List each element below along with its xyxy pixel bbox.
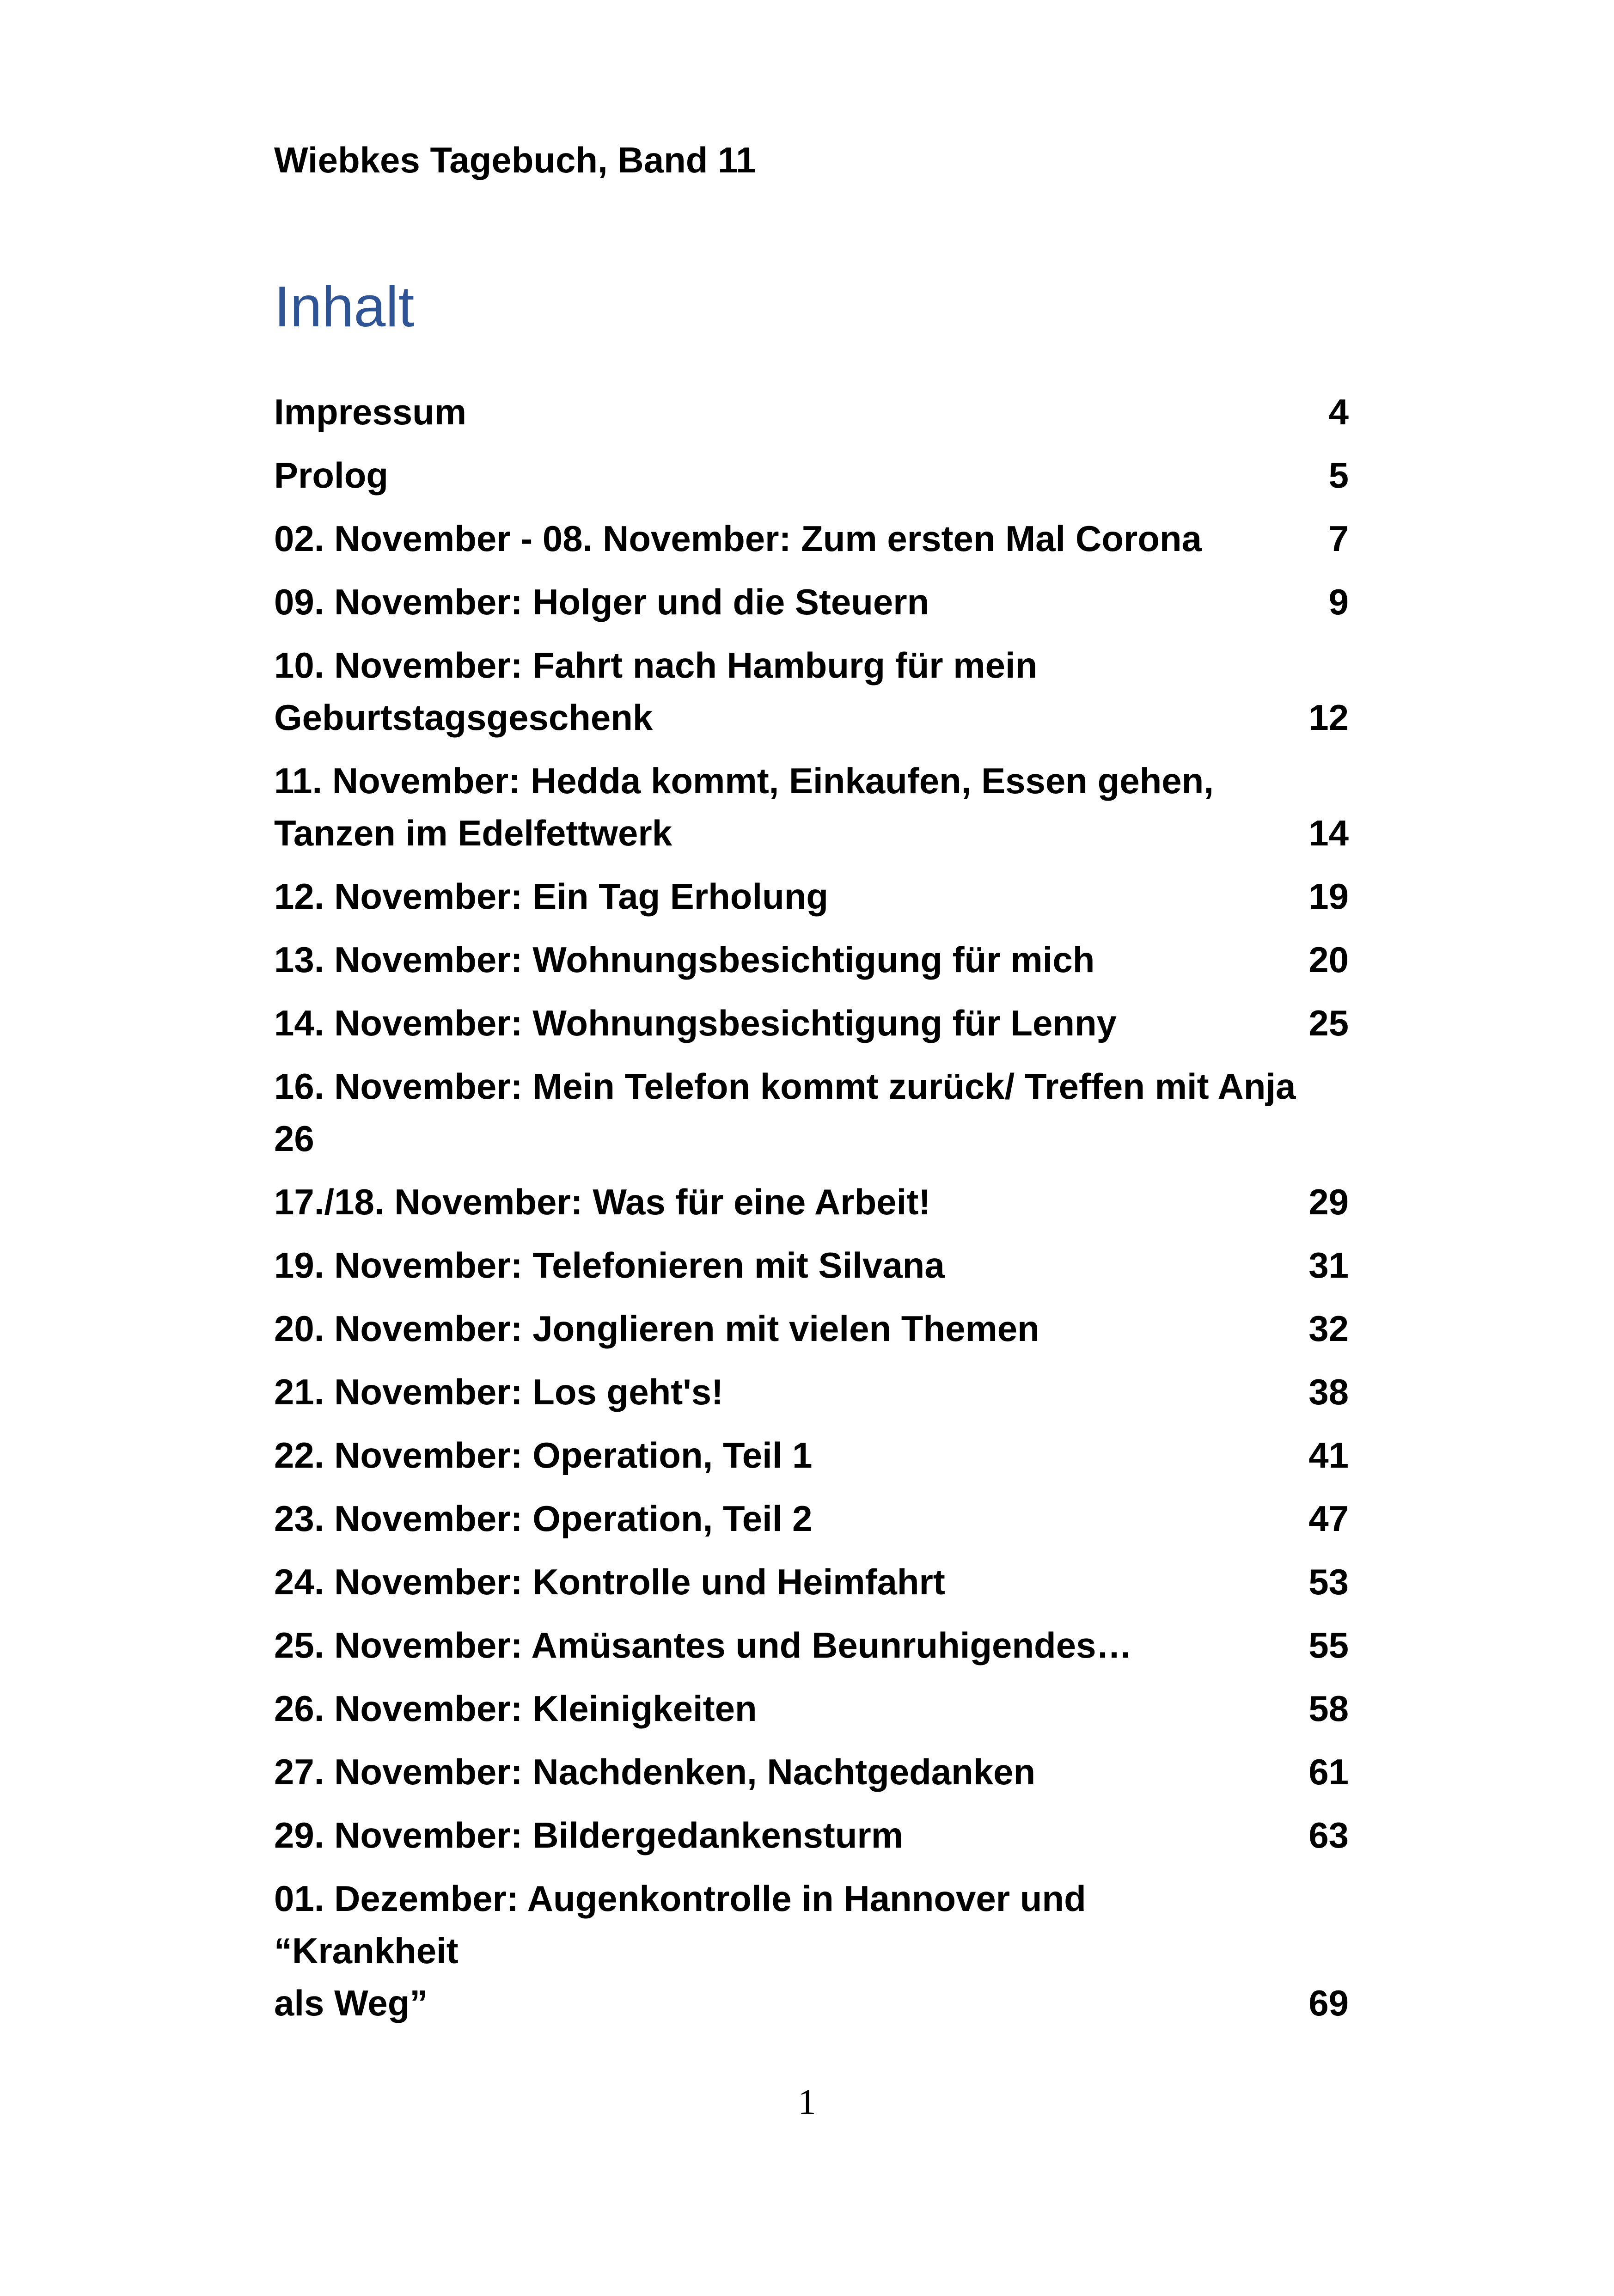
toc-entry[interactable] — [274, 1746, 1349, 1809]
toc-entry-page: 5 — [1328, 455, 1349, 496]
toc-entry-title: 10. November: Fahrt nach Hamburg für mein Geburtstagsgeschenk — [274, 645, 1038, 738]
toc-entry-title: 11. November: Hedda kommt, Einkaufen, Essen gehen, Tanzen im Edelfettwerk — [274, 760, 1214, 853]
toc-entry[interactable] — [274, 1619, 1349, 1683]
toc-entry-page: 25 — [1308, 1003, 1349, 1043]
toc-entry-title: 17./18. November: Was für eine Arbeit! — [274, 1182, 931, 1222]
toc-entry-title: 22. November: Operation, Teil 1 — [274, 1435, 813, 1476]
toc-entry-title: 24. November: Kontrolle und Heimfahrt — [274, 1561, 945, 1602]
toc-entry[interactable] — [274, 1303, 1349, 1366]
toc-entry-title: 16. November: Mein Telefon kommt zurück/ Treffen mit Anja — [274, 1066, 1296, 1107]
toc-entry[interactable] — [274, 1176, 1349, 1239]
toc-entry[interactable] — [274, 755, 1349, 870]
toc-entry[interactable] — [274, 1429, 1349, 1493]
toc-entry-title: 27. November: Nachdenken, Nachtgedanken — [274, 1751, 1036, 1792]
toc-entry-page: 55 — [1308, 1625, 1349, 1665]
toc-entry-page: 69 — [1308, 1983, 1349, 2023]
toc-entry-title: 26. November: Kleinigkeiten — [274, 1688, 757, 1729]
toc-entry-page: 29 — [1308, 1182, 1349, 1222]
toc-entry-title: 09. November: Holger und die Steuern — [274, 582, 929, 622]
toc-entry-page: 61 — [1308, 1751, 1349, 1792]
toc-entry[interactable] — [274, 1493, 1349, 1556]
toc-entry-page: 14 — [1308, 813, 1349, 853]
toc-entry-page: 47 — [1308, 1498, 1349, 1539]
toc-entry[interactable] — [274, 576, 1349, 639]
toc-entry-page: 12 — [1308, 697, 1349, 738]
toc-entry[interactable] — [274, 513, 1349, 576]
toc-entry-title: Impressum — [274, 392, 467, 432]
toc-entry[interactable] — [274, 870, 1349, 934]
toc-entry[interactable] — [274, 386, 1349, 449]
toc-entry-page: 58 — [1308, 1688, 1349, 1729]
toc-entry-title: 19. November: Telefonieren mit Silvana — [274, 1245, 945, 1286]
toc-entry-title: Prolog — [274, 455, 388, 496]
toc-entry-title: 25. November: Amüsantes und Beunruhigendes… — [274, 1625, 1132, 1665]
toc-entry[interactable] — [274, 1366, 1349, 1429]
page-number: 1 — [798, 2082, 816, 2122]
book-title: Wiebkes Tagebuch, Band 11 — [274, 140, 756, 180]
toc-entry-page: 31 — [1308, 1245, 1349, 1286]
toc-entry-page: 41 — [1308, 1435, 1349, 1476]
toc-entry-page: 32 — [1308, 1308, 1349, 1349]
toc-entry-title: 14. November: Wohnungsbesichtigung für Lenny — [274, 1003, 1117, 1043]
toc-entry-title: 12. November: Ein Tag Erholung — [274, 876, 829, 917]
toc-entry[interactable] — [274, 1683, 1349, 1746]
toc-entry-page: 19 — [1308, 876, 1349, 917]
table-of-contents — [274, 386, 1349, 2040]
toc-entry-page: 53 — [1308, 1561, 1349, 1602]
toc-entry[interactable] — [274, 997, 1349, 1060]
toc-entry-title: 29. November: Bildergedankensturm — [274, 1815, 904, 1855]
toc-entry-title: 13. November: Wohnungsbesichtigung für mich — [274, 939, 1095, 980]
toc-entry-page: 7 — [1328, 518, 1349, 559]
toc-entry[interactable] — [274, 639, 1349, 755]
toc-entry[interactable] — [274, 1060, 1349, 1176]
toc-entry[interactable] — [274, 449, 1349, 513]
toc-entry[interactable] — [274, 934, 1349, 997]
toc-entry-page: 38 — [1308, 1371, 1349, 1412]
toc-heading: Inhalt — [274, 275, 415, 339]
toc-entry[interactable] — [274, 1556, 1349, 1619]
toc-entry[interactable] — [274, 1809, 1349, 1873]
toc-entry-title: 01. Dezember: Augenkontrolle in Hannover und “Krankheit als Weg” — [274, 1878, 1086, 2023]
toc-entry-title: 23. November: Operation, Teil 2 — [274, 1498, 813, 1539]
toc-entry-page: 20 — [1308, 939, 1349, 980]
toc-entry-page: 4 — [1328, 392, 1349, 432]
toc-entry[interactable] — [274, 1873, 1349, 2040]
toc-entry[interactable] — [274, 1239, 1349, 1303]
toc-entry-page: 26 — [274, 1118, 314, 1159]
toc-entry-title: 02. November - 08. November: Zum ersten Mal Corona — [274, 518, 1202, 559]
toc-entry-page: 63 — [1308, 1815, 1349, 1855]
toc-entry-page: 9 — [1328, 582, 1349, 622]
toc-entry-title: 21. November: Los geht's! — [274, 1371, 724, 1412]
toc-entry-title: 20. November: Jonglieren mit vielen Themen — [274, 1308, 1039, 1349]
